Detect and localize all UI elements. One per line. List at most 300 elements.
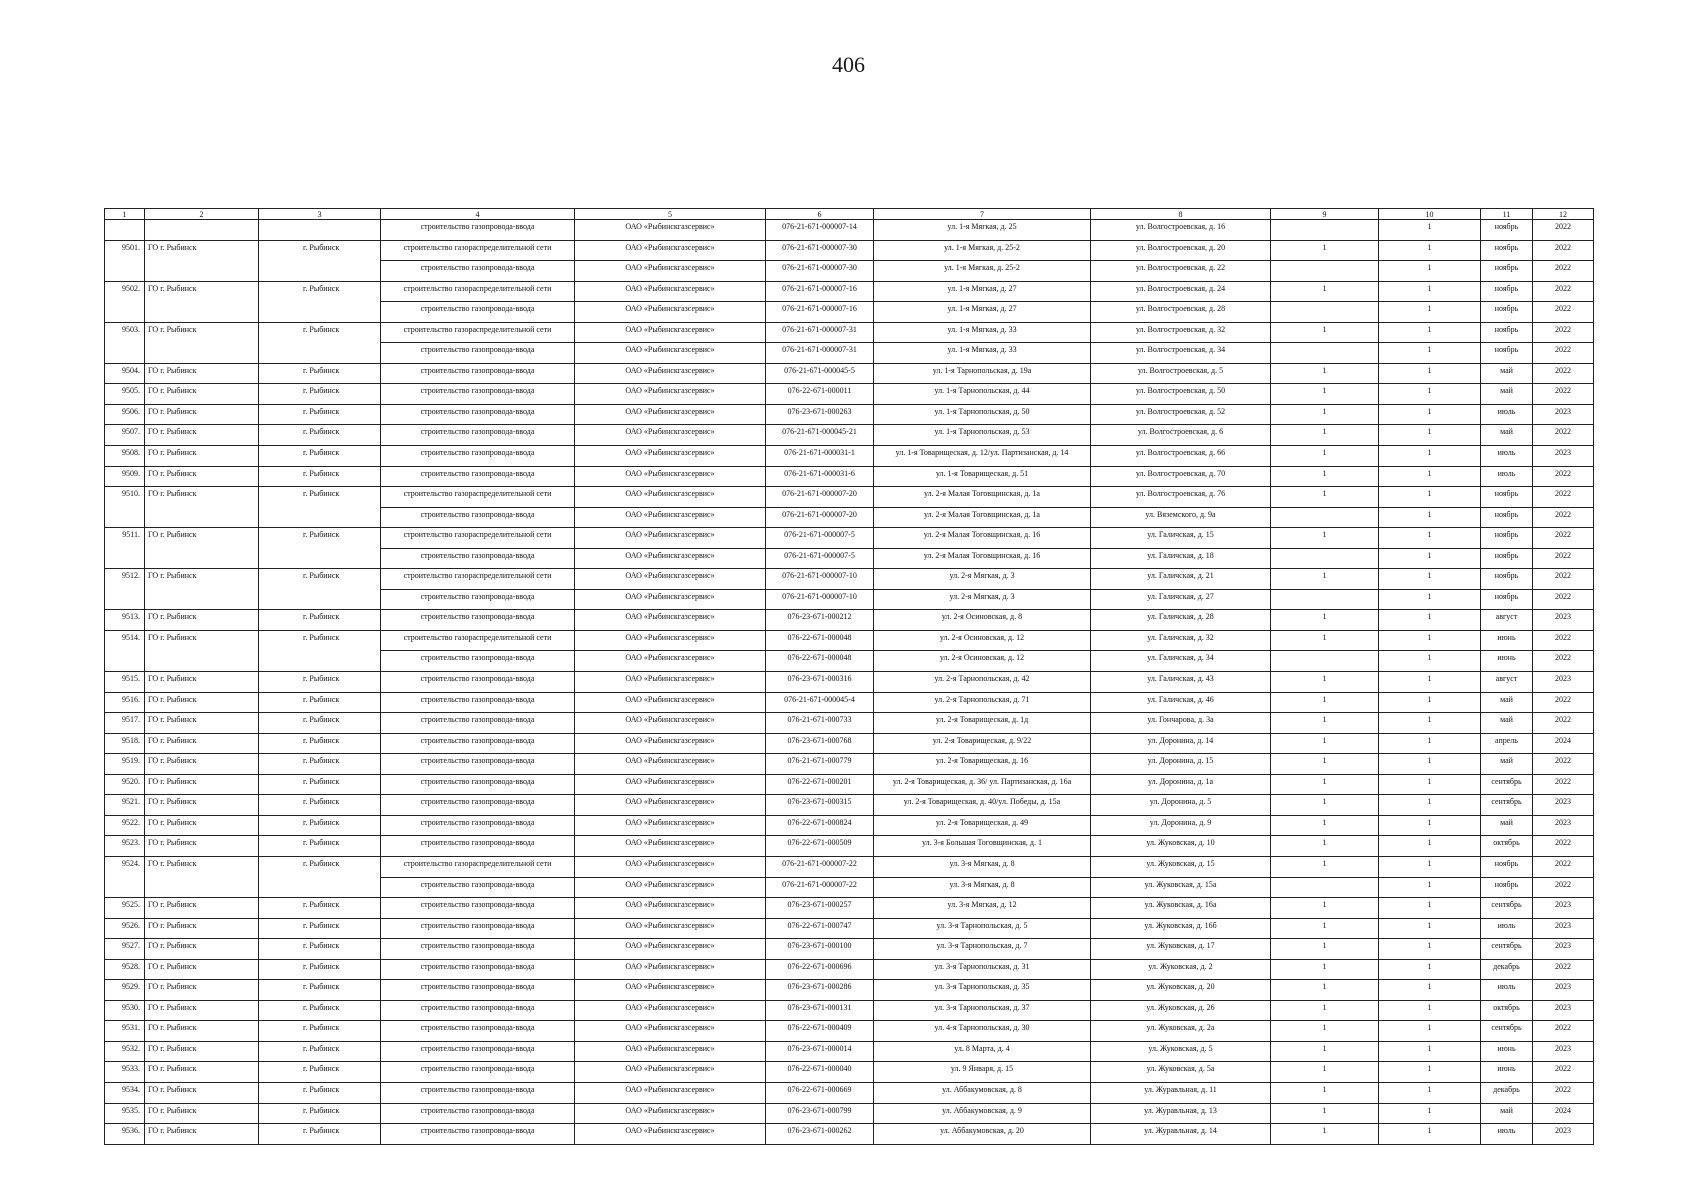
month-cell: ноябрь <box>1481 220 1533 241</box>
year-cell: 2022 <box>1533 630 1594 651</box>
count-cell <box>1271 220 1379 241</box>
address-to-cell: ул. Волгостроевская, д. 16 <box>1091 220 1271 241</box>
year-cell: 2022 <box>1533 343 1594 364</box>
column-header: 2 <box>145 209 259 220</box>
program-code-cell: 076-23-671-000131 <box>766 1000 874 1021</box>
row-number: 9536. <box>105 1124 145 1145</box>
program-code-cell: 076-23-671-000100 <box>766 939 874 960</box>
year-cell: 2023 <box>1533 980 1594 1001</box>
municipality-cell: ГО г. Рыбинск <box>145 733 259 754</box>
month-cell: май <box>1481 713 1533 734</box>
address-from-cell: ул. 1-я Мягкая, д. 27 <box>874 302 1091 323</box>
work-type-cell: строительство газопровода-ввода <box>381 220 575 241</box>
municipality-cell <box>145 261 259 282</box>
organization-cell: ОАО «Рыбинскгазсервис» <box>575 1041 766 1062</box>
address-to-cell: ул. Жуковская, д. 10 <box>1091 836 1271 857</box>
organization-cell: ОАО «Рыбинскгазсервис» <box>575 1124 766 1145</box>
month-cell: август <box>1481 610 1533 631</box>
year-cell: 2022 <box>1533 877 1594 898</box>
city-cell: г. Рыбинск <box>259 1000 381 1021</box>
row-number: 9505. <box>105 384 145 405</box>
work-type-cell: строительство газопровода-ввода <box>381 939 575 960</box>
work-type-cell: строительство газопровода-ввода <box>381 898 575 919</box>
count-cell: 1 <box>1271 1000 1379 1021</box>
address-from-cell: ул. 1-я Товарищеская, д. 12/ул. Партизанская, д. 14 <box>874 446 1091 467</box>
organization-cell: ОАО «Рыбинскгазсервис» <box>575 589 766 610</box>
organization-cell: ОАО «Рыбинскгазсервис» <box>575 507 766 528</box>
organization-cell: ОАО «Рыбинскгазсервис» <box>575 446 766 467</box>
table-row <box>105 795 1594 816</box>
table-row <box>105 713 1594 734</box>
month-cell: ноябрь <box>1481 548 1533 569</box>
year-cell: 2022 <box>1533 487 1594 508</box>
address-from-cell: ул. 2-я Товарищеская, д. 36/ ул. Партизанская, д. 16а <box>874 774 1091 795</box>
organization-cell: ОАО «Рыбинскгазсервис» <box>575 281 766 302</box>
city-cell <box>259 589 381 610</box>
city-cell: г. Рыбинск <box>259 713 381 734</box>
municipality-cell: ГО г. Рыбинск <box>145 487 259 508</box>
municipality-cell: ГО г. Рыбинск <box>145 754 259 775</box>
address-from-cell: ул. 1-я Тарнопольская, д. 50 <box>874 404 1091 425</box>
month-cell: июль <box>1481 466 1533 487</box>
municipality-cell: ГО г. Рыбинск <box>145 774 259 795</box>
count-cell: 1 <box>1271 363 1379 384</box>
month-cell: ноябрь <box>1481 569 1533 590</box>
address-to-cell: ул. Волгостроевская, д. 20 <box>1091 240 1271 261</box>
work-type-cell: строительство газопровода-ввода <box>381 404 575 425</box>
program-code-cell: 076-21-671-000007-20 <box>766 487 874 508</box>
city-cell: г. Рыбинск <box>259 1124 381 1145</box>
count-cell: 1 <box>1271 774 1379 795</box>
year-cell: 2023 <box>1533 1041 1594 1062</box>
month-cell: июль <box>1481 918 1533 939</box>
table-row <box>105 1000 1594 1021</box>
row-number: 9518. <box>105 733 145 754</box>
column-header: 10 <box>1379 209 1481 220</box>
month-cell: октябрь <box>1481 1000 1533 1021</box>
count-cell: 1 <box>1271 1082 1379 1103</box>
address-to-cell: ул. Галичская, д. 21 <box>1091 569 1271 590</box>
program-code-cell: 076-22-671-000696 <box>766 959 874 980</box>
municipality-cell: ГО г. Рыбинск <box>145 815 259 836</box>
organization-cell: ОАО «Рыбинскгазсервис» <box>575 528 766 549</box>
row-number: 9528. <box>105 959 145 980</box>
organization-cell: ОАО «Рыбинскгазсервис» <box>575 630 766 651</box>
organization-cell: ОАО «Рыбинскгазсервис» <box>575 363 766 384</box>
count-cell: 1 <box>1379 733 1481 754</box>
address-to-cell: ул. Волгостроевская, д. 24 <box>1091 281 1271 302</box>
count-cell: 1 <box>1379 651 1481 672</box>
organization-cell: ОАО «Рыбинскгазсервис» <box>575 939 766 960</box>
year-cell: 2022 <box>1533 281 1594 302</box>
table-row <box>105 1021 1594 1042</box>
table-row <box>105 692 1594 713</box>
organization-cell: ОАО «Рыбинскгазсервис» <box>575 1000 766 1021</box>
address-from-cell: ул. 2-я Малая Тоговщинская, д. 1а <box>874 487 1091 508</box>
city-cell: г. Рыбинск <box>259 815 381 836</box>
row-number: 9514. <box>105 630 145 651</box>
row-number: 9522. <box>105 815 145 836</box>
address-to-cell: ул. Волгостроевская, д. 34 <box>1091 343 1271 364</box>
city-cell: г. Рыбинск <box>259 795 381 816</box>
table-row <box>105 446 1594 467</box>
month-cell: ноябрь <box>1481 589 1533 610</box>
row-number: 9506. <box>105 404 145 425</box>
municipality-cell: ГО г. Рыбинск <box>145 898 259 919</box>
work-type-cell: строительство газопровода-ввода <box>381 343 575 364</box>
work-type-cell: строительство газораспределительной сети <box>381 569 575 590</box>
work-type-cell: строительство газораспределительной сети <box>381 856 575 877</box>
work-type-cell: строительство газопровода-ввода <box>381 918 575 939</box>
table-row <box>105 404 1594 425</box>
row-number: 9516. <box>105 692 145 713</box>
table-row <box>105 1124 1594 1145</box>
year-cell: 2022 <box>1533 363 1594 384</box>
program-code-cell: 076-21-671-000007-14 <box>766 220 874 241</box>
address-to-cell: ул. Волгостроевская, д. 66 <box>1091 446 1271 467</box>
municipality-cell: ГО г. Рыбинск <box>145 856 259 877</box>
table-row <box>105 856 1594 877</box>
count-cell: 1 <box>1379 1000 1481 1021</box>
municipality-cell: ГО г. Рыбинск <box>145 569 259 590</box>
count-cell: 1 <box>1271 754 1379 775</box>
work-type-cell: строительство газораспределительной сети <box>381 322 575 343</box>
year-cell: 2022 <box>1533 856 1594 877</box>
municipality-cell <box>145 507 259 528</box>
row-number: 9512. <box>105 569 145 590</box>
address-from-cell: ул. 3-я Большая Тоговщинская, д. 1 <box>874 836 1091 857</box>
address-from-cell: ул. 2-я Товарищеская, д. 1д <box>874 713 1091 734</box>
column-number-header <box>105 209 1594 220</box>
program-code-cell: 076-21-671-000007-5 <box>766 548 874 569</box>
table-row <box>105 281 1594 302</box>
municipality-cell: ГО г. Рыбинск <box>145 692 259 713</box>
table-row <box>105 363 1594 384</box>
address-to-cell: ул. Галичская, д. 18 <box>1091 548 1271 569</box>
address-from-cell: ул. Аббакумовская, д. 8 <box>874 1082 1091 1103</box>
municipality-cell: ГО г. Рыбинск <box>145 1021 259 1042</box>
work-type-cell: строительство газопровода-ввода <box>381 1082 575 1103</box>
municipality-cell <box>145 589 259 610</box>
organization-cell: ОАО «Рыбинскгазсервис» <box>575 856 766 877</box>
table-row <box>105 302 1594 323</box>
count-cell: 1 <box>1271 1124 1379 1145</box>
year-cell: 2022 <box>1533 425 1594 446</box>
month-cell: май <box>1481 754 1533 775</box>
city-cell: г. Рыбинск <box>259 281 381 302</box>
city-cell: г. Рыбинск <box>259 856 381 877</box>
address-from-cell: ул. 1-я Мягкая, д. 25 <box>874 220 1091 241</box>
count-cell: 1 <box>1379 281 1481 302</box>
address-from-cell: ул. 3-я Тарнопольская, д. 35 <box>874 980 1091 1001</box>
address-to-cell: ул. Доронина, д. 1а <box>1091 774 1271 795</box>
count-cell: 1 <box>1379 939 1481 960</box>
city-cell: г. Рыбинск <box>259 384 381 405</box>
row-number <box>105 507 145 528</box>
organization-cell: ОАО «Рыбинскгазсервис» <box>575 795 766 816</box>
program-code-cell: 076-21-671-000007-31 <box>766 343 874 364</box>
organization-cell: ОАО «Рыбинскгазсервис» <box>575 651 766 672</box>
month-cell: май <box>1481 692 1533 713</box>
work-type-cell: строительство газопровода-ввода <box>381 548 575 569</box>
municipality-cell: ГО г. Рыбинск <box>145 1103 259 1124</box>
row-number <box>105 548 145 569</box>
count-cell: 1 <box>1379 507 1481 528</box>
month-cell: июнь <box>1481 1062 1533 1083</box>
table-row <box>105 1103 1594 1124</box>
column-header: 3 <box>259 209 381 220</box>
year-cell: 2022 <box>1533 548 1594 569</box>
address-from-cell: ул. 1-я Тарнопольская, д. 53 <box>874 425 1091 446</box>
table-row <box>105 548 1594 569</box>
address-to-cell: ул. Галичская, д. 34 <box>1091 651 1271 672</box>
municipality-cell: ГО г. Рыбинск <box>145 1082 259 1103</box>
municipality-cell <box>145 220 259 241</box>
count-cell: 1 <box>1379 713 1481 734</box>
count-cell: 1 <box>1271 733 1379 754</box>
address-from-cell: ул. 3-я Мягкая, д. 8 <box>874 856 1091 877</box>
municipality-cell: ГО г. Рыбинск <box>145 363 259 384</box>
year-cell: 2022 <box>1533 774 1594 795</box>
year-cell: 2022 <box>1533 713 1594 734</box>
year-cell: 2022 <box>1533 836 1594 857</box>
month-cell: июль <box>1481 980 1533 1001</box>
municipality-cell: ГО г. Рыбинск <box>145 1041 259 1062</box>
count-cell: 1 <box>1271 487 1379 508</box>
city-cell: г. Рыбинск <box>259 1103 381 1124</box>
month-cell: июль <box>1481 446 1533 467</box>
address-to-cell: ул. Галичская, д. 46 <box>1091 692 1271 713</box>
municipality-cell: ГО г. Рыбинск <box>145 713 259 734</box>
count-cell <box>1271 589 1379 610</box>
address-from-cell: ул. 1-я Мягкая, д. 27 <box>874 281 1091 302</box>
month-cell: ноябрь <box>1481 261 1533 282</box>
row-number <box>105 302 145 323</box>
work-type-cell: строительство газопровода-ввода <box>381 713 575 734</box>
address-to-cell: ул. Волгостроевская, д. 76 <box>1091 487 1271 508</box>
organization-cell: ОАО «Рыбинскгазсервис» <box>575 384 766 405</box>
city-cell: г. Рыбинск <box>259 610 381 631</box>
work-type-cell: строительство газораспределительной сети <box>381 528 575 549</box>
count-cell: 1 <box>1379 343 1481 364</box>
table-row <box>105 343 1594 364</box>
address-to-cell: ул. Волгостроевская, д. 28 <box>1091 302 1271 323</box>
address-from-cell: ул. 9 Января, д. 15 <box>874 1062 1091 1083</box>
municipality-cell: ГО г. Рыбинск <box>145 384 259 405</box>
work-type-cell: строительство газопровода-ввода <box>381 959 575 980</box>
count-cell: 1 <box>1379 918 1481 939</box>
count-cell: 1 <box>1271 939 1379 960</box>
municipality-cell: ГО г. Рыбинск <box>145 959 259 980</box>
work-type-cell: строительство газопровода-ввода <box>381 815 575 836</box>
count-cell <box>1271 877 1379 898</box>
address-to-cell: ул. Жуковская, д. 15 <box>1091 856 1271 877</box>
address-from-cell: ул. 2-я Товарищеская, д. 9/22 <box>874 733 1091 754</box>
address-from-cell: ул. 1-я Товарищеская, д. 51 <box>874 466 1091 487</box>
count-cell: 1 <box>1379 1062 1481 1083</box>
organization-cell: ОАО «Рыбинскгазсервис» <box>575 815 766 836</box>
row-number: 9507. <box>105 425 145 446</box>
organization-cell: ОАО «Рыбинскгазсервис» <box>575 980 766 1001</box>
program-code-cell: 076-22-671-000048 <box>766 651 874 672</box>
municipality-cell: ГО г. Рыбинск <box>145 630 259 651</box>
address-to-cell: ул. Вяземского, д. 9а <box>1091 507 1271 528</box>
address-to-cell: ул. Доронина, д. 9 <box>1091 815 1271 836</box>
year-cell: 2022 <box>1533 220 1594 241</box>
count-cell: 1 <box>1379 815 1481 836</box>
year-cell: 2023 <box>1533 610 1594 631</box>
program-code-cell: 076-23-671-000315 <box>766 795 874 816</box>
organization-cell: ОАО «Рыбинскгазсервис» <box>575 836 766 857</box>
row-number: 9531. <box>105 1021 145 1042</box>
city-cell <box>259 651 381 672</box>
address-from-cell: ул. Аббакумовская, д. 9 <box>874 1103 1091 1124</box>
count-cell: 1 <box>1379 302 1481 323</box>
organization-cell: ОАО «Рыбинскгазсервис» <box>575 610 766 631</box>
count-cell: 1 <box>1379 1124 1481 1145</box>
organization-cell: ОАО «Рыбинскгазсервис» <box>575 672 766 693</box>
row-number: 9519. <box>105 754 145 775</box>
count-cell: 1 <box>1271 1103 1379 1124</box>
work-type-cell: строительство газопровода-ввода <box>381 1000 575 1021</box>
address-from-cell: ул. 3-я Мягкая, д. 12 <box>874 898 1091 919</box>
organization-cell: ОАО «Рыбинскгазсервис» <box>575 1103 766 1124</box>
count-cell: 1 <box>1379 980 1481 1001</box>
table-row <box>105 651 1594 672</box>
row-number <box>105 877 145 898</box>
month-cell: июнь <box>1481 651 1533 672</box>
row-number: 9527. <box>105 939 145 960</box>
address-to-cell: ул. Волгостроевская, д. 22 <box>1091 261 1271 282</box>
address-to-cell: ул. Жуковская, д. 20 <box>1091 980 1271 1001</box>
count-cell <box>1271 261 1379 282</box>
row-number: 9533. <box>105 1062 145 1083</box>
row-number: 9502. <box>105 281 145 302</box>
work-type-cell: строительство газопровода-ввода <box>381 261 575 282</box>
program-code-cell: 076-23-671-000257 <box>766 898 874 919</box>
year-cell: 2022 <box>1533 466 1594 487</box>
program-code-cell: 076-21-671-000007-31 <box>766 322 874 343</box>
column-header: 4 <box>381 209 575 220</box>
address-from-cell: ул. 2-я Мягкая, д. 3 <box>874 569 1091 590</box>
year-cell: 2023 <box>1533 939 1594 960</box>
year-cell: 2022 <box>1533 1021 1594 1042</box>
city-cell: г. Рыбинск <box>259 363 381 384</box>
municipality-cell <box>145 548 259 569</box>
work-type-cell: строительство газопровода-ввода <box>381 1124 575 1145</box>
city-cell: г. Рыбинск <box>259 672 381 693</box>
count-cell: 1 <box>1379 322 1481 343</box>
count-cell: 1 <box>1271 815 1379 836</box>
table-row <box>105 877 1594 898</box>
count-cell: 1 <box>1379 898 1481 919</box>
program-code-cell: 076-21-671-000779 <box>766 754 874 775</box>
count-cell <box>1271 651 1379 672</box>
row-number <box>105 343 145 364</box>
row-number: 9501. <box>105 240 145 261</box>
year-cell: 2022 <box>1533 384 1594 405</box>
month-cell: июнь <box>1481 630 1533 651</box>
address-from-cell: ул. 3-я Мягкая, д. 8 <box>874 877 1091 898</box>
month-cell: ноябрь <box>1481 856 1533 877</box>
address-from-cell: ул. 2-я Осиновская, д. 8 <box>874 610 1091 631</box>
table-row <box>105 630 1594 651</box>
program-code-cell: 076-21-671-000045-21 <box>766 425 874 446</box>
program-code-cell: 076-21-671-000007-22 <box>766 877 874 898</box>
city-cell <box>259 343 381 364</box>
address-to-cell: ул. Жуковская, д. 15а <box>1091 877 1271 898</box>
count-cell: 1 <box>1379 836 1481 857</box>
table-row <box>105 898 1594 919</box>
program-code-cell: 076-21-671-000007-5 <box>766 528 874 549</box>
organization-cell: ОАО «Рыбинскгазсервис» <box>575 322 766 343</box>
program-code-cell: 076-23-671-000768 <box>766 733 874 754</box>
year-cell: 2022 <box>1533 959 1594 980</box>
count-cell: 1 <box>1379 856 1481 877</box>
municipality-cell <box>145 651 259 672</box>
count-cell: 1 <box>1379 425 1481 446</box>
work-type-cell: строительство газораспределительной сети <box>381 281 575 302</box>
municipality-cell: ГО г. Рыбинск <box>145 980 259 1001</box>
organization-cell: ОАО «Рыбинскгазсервис» <box>575 877 766 898</box>
organization-cell: ОАО «Рыбинскгазсервис» <box>575 261 766 282</box>
row-number: 9521. <box>105 795 145 816</box>
organization-cell: ОАО «Рыбинскгазсервис» <box>575 404 766 425</box>
program-code-cell: 076-23-671-000799 <box>766 1103 874 1124</box>
row-number: 9530. <box>105 1000 145 1021</box>
city-cell: г. Рыбинск <box>259 692 381 713</box>
table-row <box>105 528 1594 549</box>
table-row <box>105 1041 1594 1062</box>
program-code-cell: 076-21-671-000031-1 <box>766 446 874 467</box>
address-to-cell: ул. Волгостроевская, д. 50 <box>1091 384 1271 405</box>
city-cell: г. Рыбинск <box>259 630 381 651</box>
program-code-cell: 076-22-671-000048 <box>766 630 874 651</box>
row-number: 9523. <box>105 836 145 857</box>
municipality-cell: ГО г. Рыбинск <box>145 281 259 302</box>
municipality-cell: ГО г. Рыбинск <box>145 1124 259 1145</box>
table-row <box>105 1062 1594 1083</box>
count-cell: 1 <box>1271 692 1379 713</box>
address-to-cell: ул. Жуковская, д. 5 <box>1091 1041 1271 1062</box>
city-cell: г. Рыбинск <box>259 918 381 939</box>
city-cell: г. Рыбинск <box>259 733 381 754</box>
month-cell: сентябрь <box>1481 939 1533 960</box>
municipality-cell: ГО г. Рыбинск <box>145 1062 259 1083</box>
count-cell <box>1271 548 1379 569</box>
table-row <box>105 1082 1594 1103</box>
city-cell: г. Рыбинск <box>259 322 381 343</box>
municipality-cell: ГО г. Рыбинск <box>145 240 259 261</box>
address-to-cell: ул. Галичская, д. 32 <box>1091 630 1271 651</box>
organization-cell: ОАО «Рыбинскгазсервис» <box>575 548 766 569</box>
municipality-cell: ГО г. Рыбинск <box>145 425 259 446</box>
work-type-cell: строительство газопровода-ввода <box>381 1021 575 1042</box>
column-header: 9 <box>1271 209 1379 220</box>
address-to-cell: ул. Жуковская, д. 26 <box>1091 1000 1271 1021</box>
table-row <box>105 815 1594 836</box>
work-type-cell: строительство газопровода-ввода <box>381 754 575 775</box>
address-to-cell: ул. Волгостроевская, д. 6 <box>1091 425 1271 446</box>
work-type-cell: строительство газопровода-ввода <box>381 425 575 446</box>
count-cell: 1 <box>1379 630 1481 651</box>
address-from-cell: ул. 3-я Тарнопольская, д. 31 <box>874 959 1091 980</box>
count-cell <box>1271 302 1379 323</box>
city-cell: г. Рыбинск <box>259 240 381 261</box>
count-cell: 1 <box>1379 446 1481 467</box>
month-cell: сентябрь <box>1481 774 1533 795</box>
table-row <box>105 384 1594 405</box>
